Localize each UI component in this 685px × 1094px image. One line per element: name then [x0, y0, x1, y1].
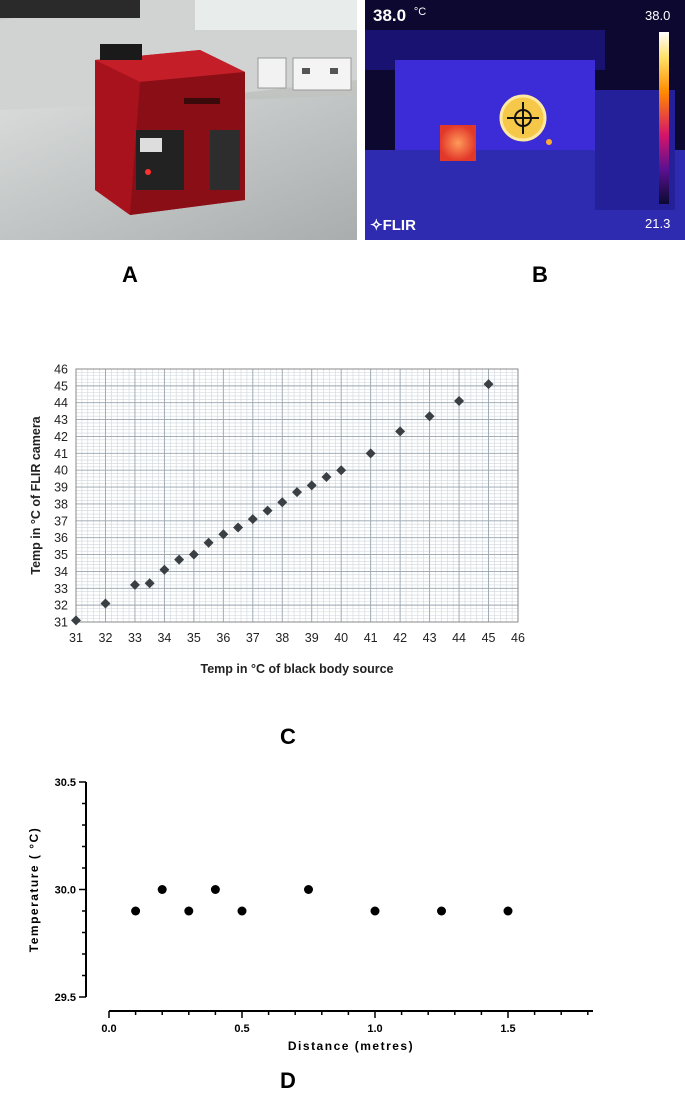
y-tick-label: 30.5: [54, 777, 76, 789]
y-tick-label: 33: [54, 581, 68, 596]
x-tick-label: 45: [481, 631, 496, 645]
y-tick-label: 44: [54, 396, 68, 411]
thermal-reading: 38.0 $^{^\circ C}$: [373, 6, 427, 25]
x-tick-label: 1.5: [500, 1023, 516, 1035]
y-tick-label: 39: [54, 480, 68, 495]
y-tick-label: 36: [54, 531, 68, 546]
x-tick-label: 0.0: [101, 1023, 117, 1035]
x-tick-label: 33: [127, 631, 142, 645]
chart-c-flir-vs-blackbody: [0, 355, 685, 685]
y-tick-label: 43: [54, 413, 68, 428]
x-tick-label: 41: [363, 631, 378, 645]
x-tick-label: 0.5: [234, 1023, 250, 1035]
y-tick-label: 42: [54, 429, 68, 444]
x-tick-label: 43: [422, 631, 437, 645]
data-point: [158, 885, 167, 894]
data-point: [504, 907, 513, 916]
y-tick-label: 46: [54, 362, 68, 377]
x-axis-label: Temp in °C of black body source: [200, 662, 394, 676]
x-tick-label: 34: [157, 631, 172, 645]
flir-logo-icon: ✧: [370, 217, 383, 234]
chart-d-temperature-vs-distance: [0, 765, 685, 1065]
flir-logo: ✧FLIR: [370, 217, 416, 234]
y-tick-label: 31: [54, 615, 68, 630]
y-tick-label: 34: [54, 564, 68, 579]
x-tick-label: 46: [511, 631, 525, 645]
y-tick-label: 38: [54, 497, 68, 512]
data-point: [184, 907, 193, 916]
y-tick-label: 41: [54, 446, 68, 461]
x-tick-label: 32: [98, 631, 113, 645]
panel-label-c: C: [280, 724, 296, 749]
panel-label-a: A: [122, 262, 138, 287]
y-axis-label: Temperature ( °C): [27, 826, 41, 953]
x-axis-label: Distance (metres): [287, 1039, 415, 1053]
y-tick-label: 40: [54, 463, 68, 478]
y-tick-label: 37: [54, 514, 68, 529]
y-tick-label: 32: [54, 598, 68, 613]
x-tick-label: 39: [304, 631, 319, 645]
x-tick-label: 36: [216, 631, 231, 645]
x-tick-label: 38: [275, 631, 290, 645]
data-point: [371, 907, 380, 916]
data-point: [211, 885, 220, 894]
x-tick-label: 35: [186, 631, 201, 645]
y-tick-label: 45: [54, 379, 68, 394]
y-axis-label: Temp in °C of FLIR camera: [29, 416, 43, 575]
flir-thermal-image: [365, 0, 685, 240]
x-tick-label: 42: [393, 631, 408, 645]
data-point: [131, 907, 140, 916]
x-tick-label: 44: [452, 631, 467, 645]
data-point: [304, 885, 313, 894]
data-point: [437, 907, 446, 916]
thermal-scale-max: 38.0: [645, 8, 671, 23]
y-tick-label: 29.5: [54, 992, 76, 1004]
black-body-device-photo: [0, 0, 357, 240]
panel-label-b: B: [532, 262, 548, 287]
x-tick-label: 37: [245, 631, 260, 645]
x-tick-label: 1.0: [367, 1023, 383, 1035]
thermal-scale-min: 21.3: [645, 216, 671, 231]
y-tick-label: 35: [54, 548, 68, 563]
data-point: [238, 907, 247, 916]
x-tick-label: 40: [334, 631, 349, 645]
x-tick-label: 31: [69, 631, 83, 645]
panel-label-d: D: [280, 1068, 296, 1093]
y-tick-label: 30.0: [54, 884, 76, 897]
